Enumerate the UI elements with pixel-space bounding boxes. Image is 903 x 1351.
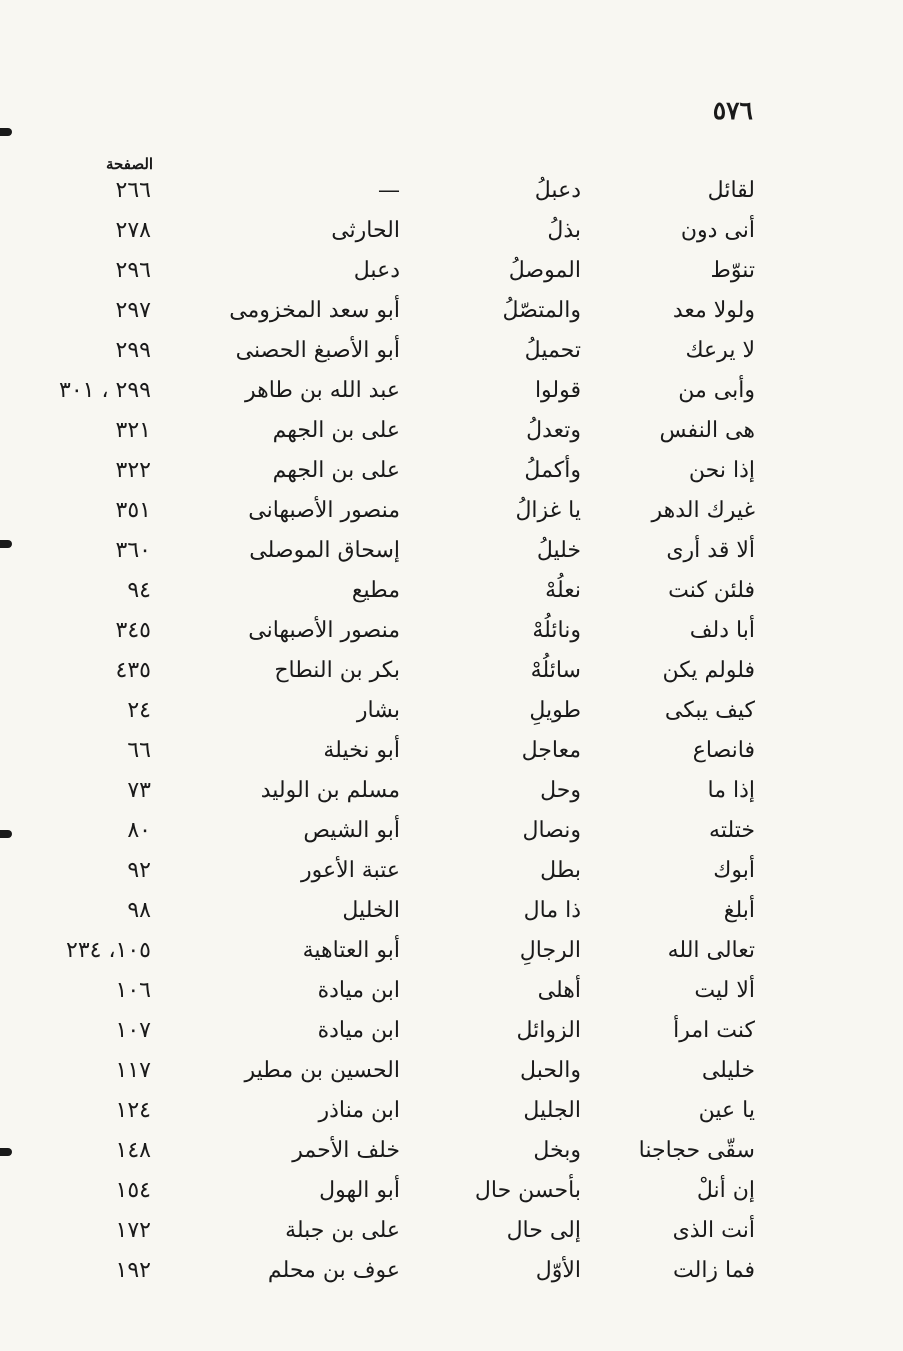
page-reference: ١٠٦	[115, 978, 151, 1003]
index-row	[0, 170, 903, 210]
page-reference: ٩٨	[127, 898, 151, 923]
poet-name: أبو الأصبغ الحصنى	[235, 338, 400, 363]
rhyme-word: تحميلُ	[524, 338, 581, 363]
index-row	[0, 410, 903, 450]
rhyme-word: أهلى	[537, 978, 581, 1003]
page-reference: ٩٢	[127, 858, 151, 883]
poet-name: إسحاق الموصلى	[249, 538, 400, 563]
index-row	[0, 450, 903, 490]
page-column-header: الصفحة	[106, 155, 154, 173]
verse-opening: أبلغ	[723, 898, 755, 923]
poet-name: أبو العتاهية	[302, 938, 400, 963]
verse-opening: ألا ليت	[694, 978, 755, 1003]
page-reference: ٣٢١	[115, 418, 151, 443]
page-number: ٥٧٦	[712, 96, 753, 125]
poet-name: منصور الأصبهانى	[248, 618, 400, 643]
verse-opening: تنوّط	[710, 258, 755, 283]
rhyme-word: إلى حال	[506, 1218, 581, 1243]
page-reference: ٧٣	[127, 778, 151, 803]
index-row	[0, 890, 903, 930]
verse-opening: فلئن كنت	[668, 578, 755, 603]
index-row	[0, 1170, 903, 1210]
rhyme-word: الزوائل	[516, 1018, 581, 1043]
verse-opening: غيرك الدهر	[651, 498, 755, 523]
verse-opening: إذا ما	[707, 778, 755, 803]
index-row	[0, 570, 903, 610]
verse-opening: ولولا معد	[672, 298, 755, 323]
index-row	[0, 970, 903, 1010]
rhyme-word: خليلُ	[536, 538, 581, 563]
rhyme-word: ذا مال	[523, 898, 581, 923]
poet-name: أبو سعد المخزومى	[229, 298, 400, 323]
index-table	[0, 170, 903, 1290]
rhyme-word: يا غزالُ	[515, 498, 581, 523]
index-row	[0, 1130, 903, 1170]
index-row	[0, 610, 903, 650]
page-reference: ١٠٧	[115, 1018, 151, 1043]
poet-name: مسلم بن الوليد	[260, 778, 400, 803]
poet-name: على بن الجهم	[272, 458, 400, 483]
verse-opening: ختلته	[709, 818, 755, 843]
poet-name: منصور الأصبهانى	[248, 498, 400, 523]
verse-opening: إذا نحن	[688, 458, 755, 483]
rhyme-word: الموصلُ	[508, 258, 581, 283]
poet-name: بكر بن النطاح	[274, 658, 400, 683]
page-reference: ٢٧٨	[115, 218, 151, 243]
index-row	[0, 810, 903, 850]
verse-opening: أنى دون	[680, 218, 755, 243]
index-row	[0, 930, 903, 970]
poet-name: عوف بن محلم	[267, 1258, 400, 1283]
poet-name: مطيع	[351, 578, 400, 603]
poet-name: بشار	[356, 698, 400, 723]
margin-mark	[0, 830, 12, 838]
margin-mark	[0, 128, 12, 136]
page-reference: ٢٩٩ ، ٣٠١	[59, 378, 151, 403]
verse-opening: ألا قد أرى	[666, 538, 755, 563]
page-reference: ٨٠	[127, 818, 151, 843]
index-row	[0, 730, 903, 770]
verse-opening: وأبى من	[678, 378, 755, 403]
verse-opening: كنت امرأ	[673, 1018, 755, 1043]
index-row	[0, 530, 903, 570]
page-reference: ٢٤	[127, 698, 151, 723]
index-row	[0, 1210, 903, 1250]
page-reference: ٦٦	[127, 738, 151, 763]
verse-opening: أبوك	[713, 858, 755, 883]
rhyme-word: وتعدلُ	[526, 418, 581, 443]
poet-name: ابن مناذر	[318, 1098, 400, 1123]
page-reference: ٢٦٦	[115, 178, 151, 203]
poet-name: على بن الجهم	[272, 418, 400, 443]
poet-name: أبو الهول	[319, 1178, 400, 1203]
index-row	[0, 1250, 903, 1290]
poet-name: الخليل	[342, 898, 400, 923]
verse-opening: أبا دلف	[689, 618, 755, 643]
index-row	[0, 250, 903, 290]
page-reference: ٢٩٧	[115, 298, 151, 323]
index-row	[0, 770, 903, 810]
rhyme-word: ونائلُهْ	[532, 618, 581, 643]
poet-name: الحارثى	[331, 218, 400, 243]
verse-opening: كيف يبكى	[664, 698, 755, 723]
index-row	[0, 1010, 903, 1050]
page-reference: ١٠٥، ٢٣٤	[66, 938, 151, 963]
index-row	[0, 650, 903, 690]
poet-name: أبو الشيص	[303, 818, 400, 843]
rhyme-word: نعلُهْ	[545, 578, 581, 603]
page-reference: ١٢٤	[115, 1098, 151, 1123]
rhyme-word: سائلُهْ	[530, 658, 581, 683]
rhyme-word: وحل	[540, 778, 581, 803]
page-reference: ١١٧	[115, 1058, 151, 1083]
page-reference: ١٥٤	[115, 1178, 151, 1203]
index-row	[0, 370, 903, 410]
margin-mark	[0, 540, 12, 548]
poet-name: خلف الأحمر	[292, 1138, 400, 1163]
rhyme-word: طويلِ	[529, 698, 581, 723]
rhyme-word: ونصال	[522, 818, 581, 843]
rhyme-word: بذلُ	[547, 218, 581, 243]
page-reference: ٣٥١	[115, 498, 151, 523]
verse-opening: لا يرعك	[685, 338, 755, 363]
poet-name: —	[378, 178, 400, 203]
rhyme-word: الرجالِ	[519, 938, 581, 963]
verse-opening: يا عين	[698, 1098, 755, 1123]
verse-opening: فانصاع	[692, 738, 755, 763]
rhyme-word: وبخل	[533, 1138, 581, 1163]
rhyme-word: والحبل	[520, 1058, 581, 1083]
rhyme-word: دعبلُ	[534, 178, 581, 203]
page-reference: ٤٣٥	[115, 658, 151, 683]
rhyme-word: وأكملُ	[524, 458, 581, 483]
rhyme-word: قولوا	[534, 378, 581, 403]
index-row	[0, 490, 903, 530]
rhyme-word: معاجل	[521, 738, 581, 763]
verse-opening: فما زالت	[673, 1258, 755, 1283]
page-reference: ٣٤٥	[115, 618, 151, 643]
index-row	[0, 330, 903, 370]
index-row	[0, 290, 903, 330]
index-row	[0, 210, 903, 250]
index-row	[0, 1050, 903, 1090]
page-reference: ٢٩٦	[115, 258, 151, 283]
index-row	[0, 690, 903, 730]
verse-opening: سقّى حجاجنا	[638, 1138, 755, 1163]
verse-opening: هى النفس	[659, 418, 755, 443]
page-reference: ٣٦٠	[115, 538, 151, 563]
poet-name: دعبل	[353, 258, 400, 283]
poet-name: عتبة الأعور	[301, 858, 400, 883]
poet-name: ابن ميادة	[317, 1018, 400, 1043]
index-row	[0, 1090, 903, 1130]
verse-opening: أنت الذى	[672, 1218, 755, 1243]
rhyme-word: الجليل	[523, 1098, 581, 1123]
page-reference: ٩٤	[127, 578, 151, 603]
verse-opening: لقائل	[707, 178, 755, 203]
page-reference: ٣٢٢	[115, 458, 151, 483]
rhyme-word: والمتصّلُ	[502, 298, 581, 323]
margin-mark	[0, 1148, 12, 1156]
index-row	[0, 850, 903, 890]
page-reference: ٢٩٩	[115, 338, 151, 363]
rhyme-word: بأحسن حال	[474, 1178, 581, 1203]
page-reference: ١٧٢	[115, 1218, 151, 1243]
verse-opening: تعالى الله	[667, 938, 755, 963]
rhyme-word: الأوّل	[535, 1258, 581, 1283]
poet-name: على بن جبلة	[285, 1218, 400, 1243]
poet-name: أبو نخيلة	[323, 738, 400, 763]
verse-opening: خليلى	[701, 1058, 755, 1083]
poet-name: الحسين بن مطير	[244, 1058, 400, 1083]
verse-opening: فلولم يكن	[662, 658, 755, 683]
poet-name: عبد الله بن طاهر	[244, 378, 400, 403]
page-reference: ١٤٨	[115, 1138, 151, 1163]
rhyme-word: بطل	[540, 858, 581, 883]
poet-name: ابن ميادة	[317, 978, 400, 1003]
verse-opening: إن أنلْ	[696, 1178, 755, 1203]
page-reference: ١٩٢	[115, 1258, 151, 1283]
